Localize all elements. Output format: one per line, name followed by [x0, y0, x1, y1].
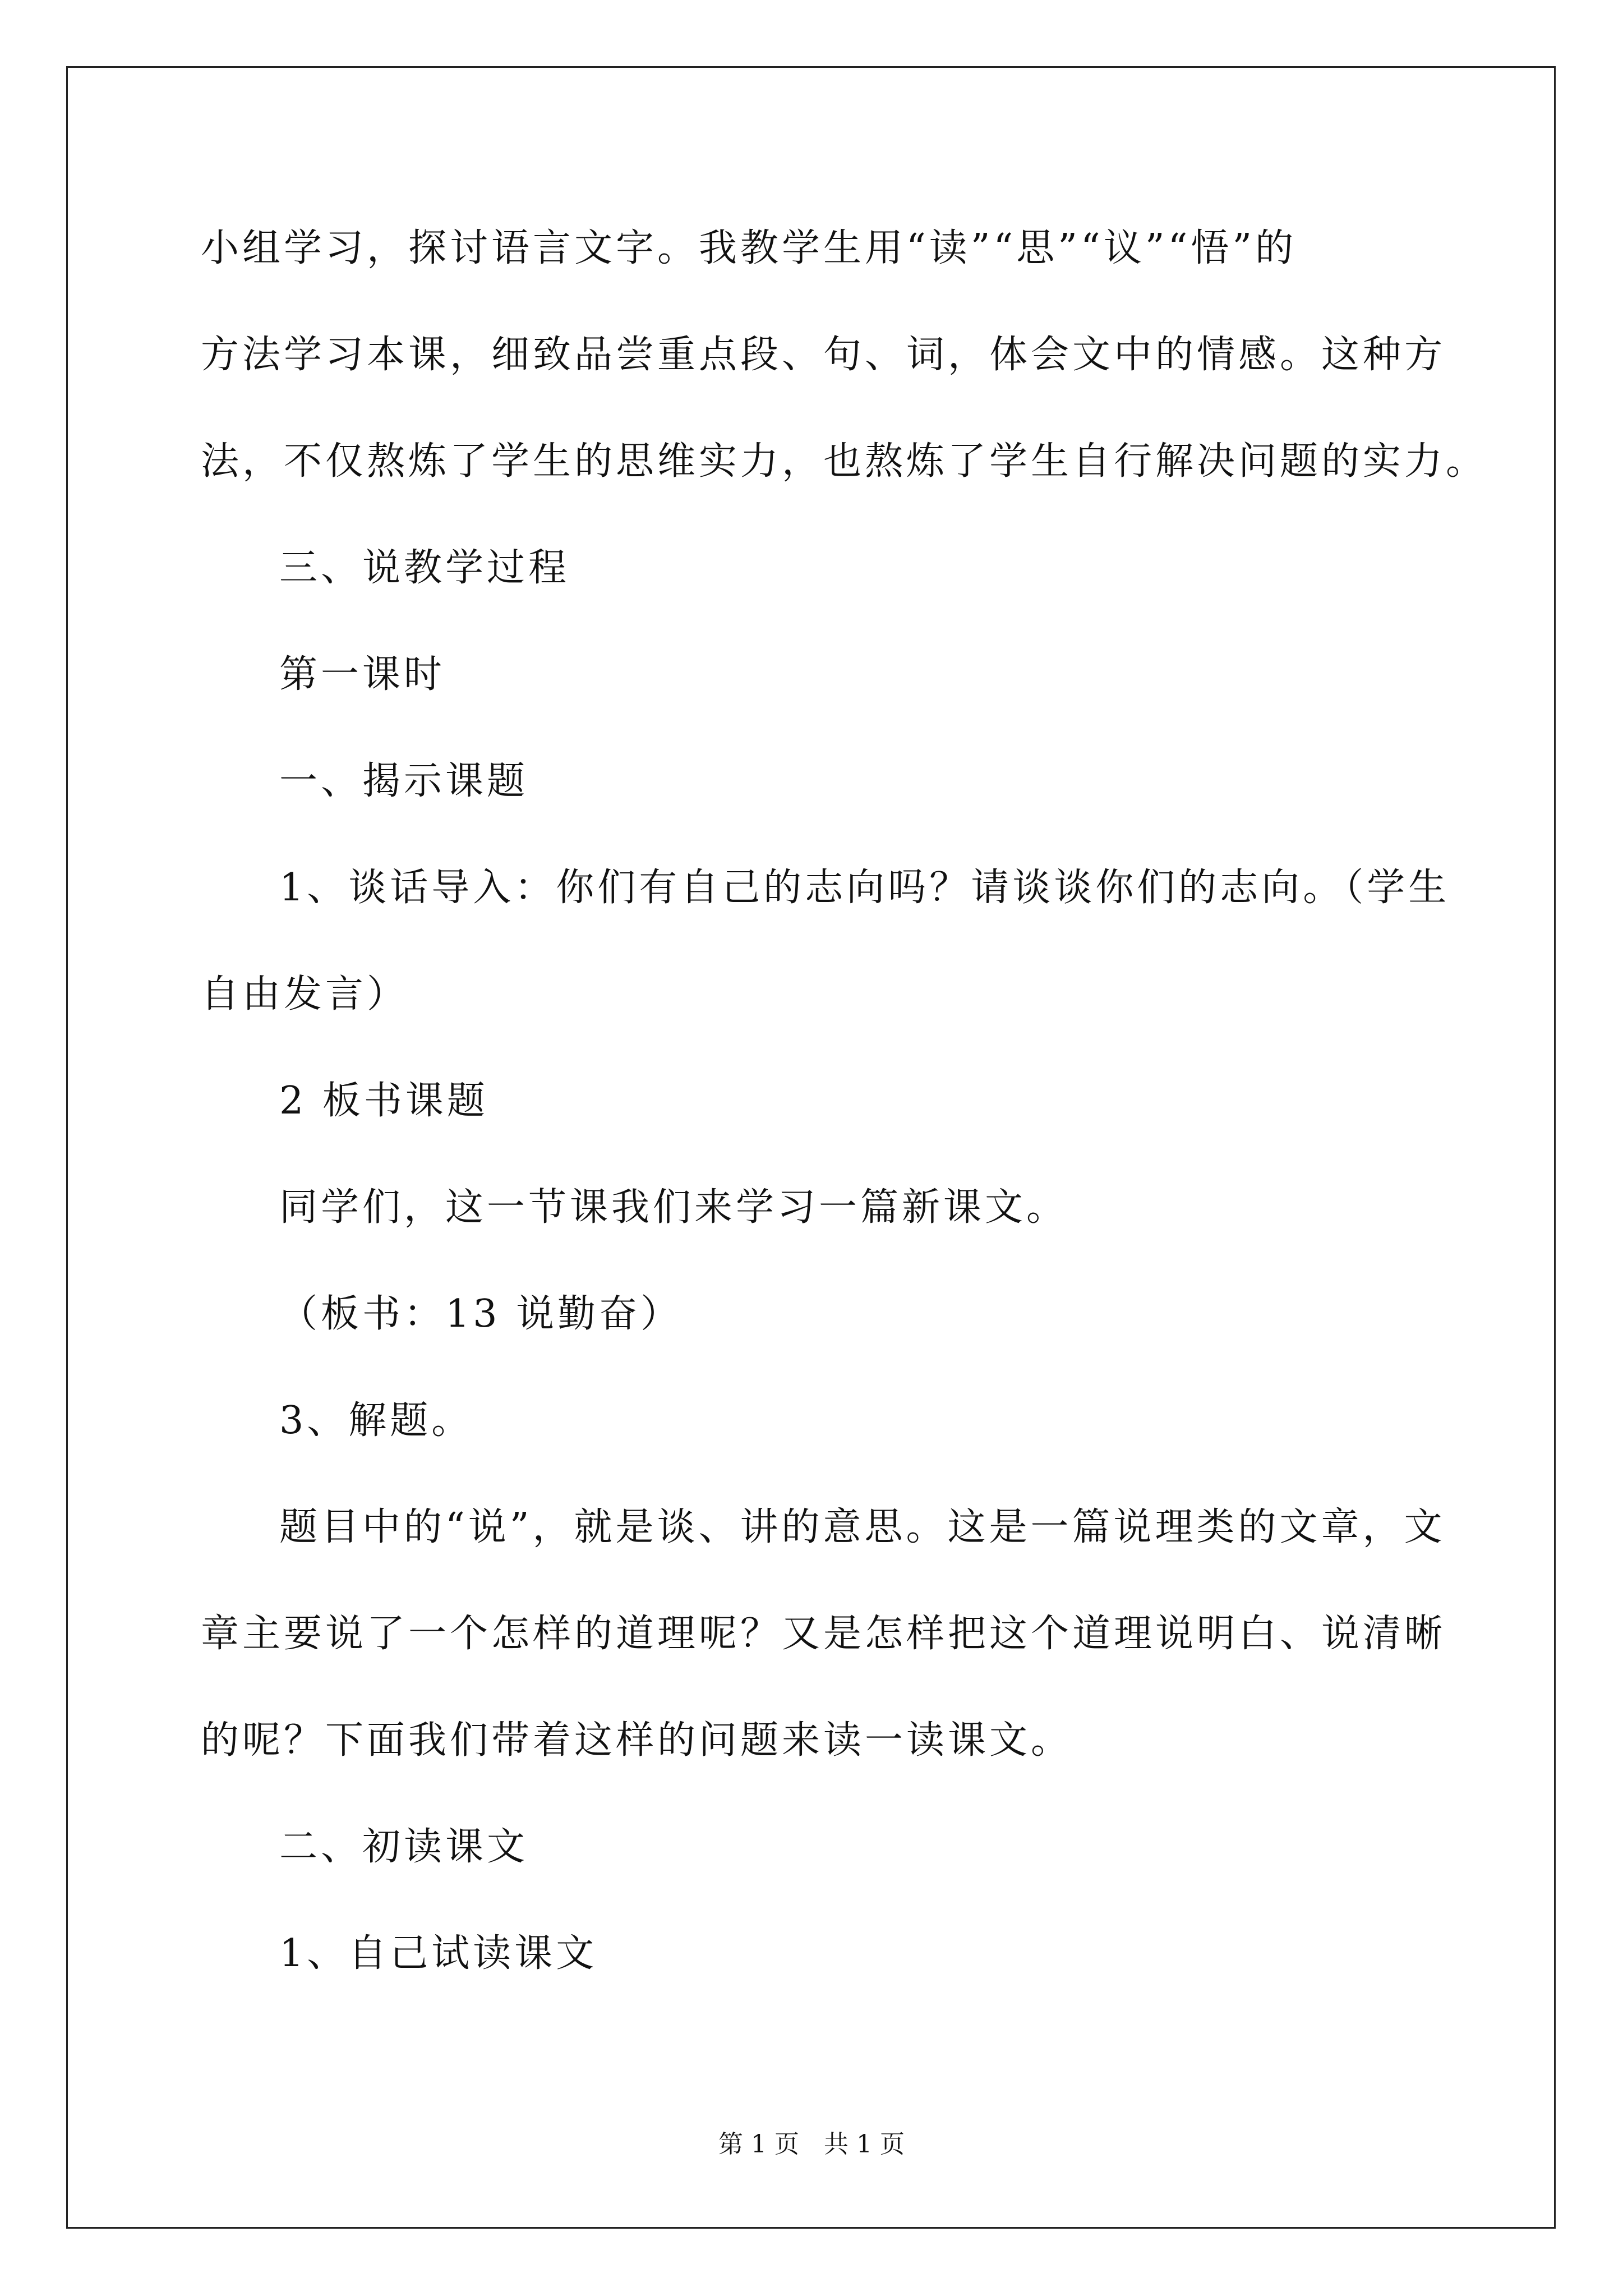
text-line: 3、解题。: [279, 1398, 473, 1443]
subheading: 第一课时: [279, 652, 446, 697]
text-line: 自由发言）: [201, 972, 409, 1016]
text-line: 1、自己试读课文: [279, 1931, 598, 1976]
page-number-footer: 第 1 页 共 1 页: [718, 2130, 905, 2159]
text-line: 1、谈话导入：你们有自己的志向吗？请谈谈你们的志向。（学生: [279, 866, 1450, 910]
text-line: 法，不仅熬炼了学生的思维实力，也熬炼了学生自行解决问题的实力。: [201, 439, 1488, 484]
section-heading: 二、初读课文: [279, 1825, 529, 1869]
page-border: [66, 66, 1556, 2229]
text-line: 2 板书课题: [279, 1079, 488, 1123]
text-line: 的呢？下面我们带着这样的问题来读一读课文。: [201, 1718, 1073, 1763]
text-line: 小组学习，探讨语言文字。我教学生用“读”“思”“议”“悟”的: [201, 226, 1297, 270]
text-line: 方法学习本课，细致品尝重点段、句、词，体会文中的情感。这种方: [201, 333, 1446, 377]
section-heading: 三、说教学过程: [279, 546, 570, 590]
text-line: 题目中的“说”，就是谈、讲的意思。这是一篇说理类的文章，文: [279, 1505, 1446, 1549]
text-line: 章主要说了一个怎样的道理呢？又是怎样把这个道理说明白、说清晰: [201, 1612, 1446, 1656]
section-heading: 一、揭示课题: [279, 759, 529, 803]
text-line: 同学们，这一节课我们来学习一篇新课文。: [279, 1185, 1068, 1230]
text-line: （板书：13 说勤奋）: [279, 1292, 683, 1336]
